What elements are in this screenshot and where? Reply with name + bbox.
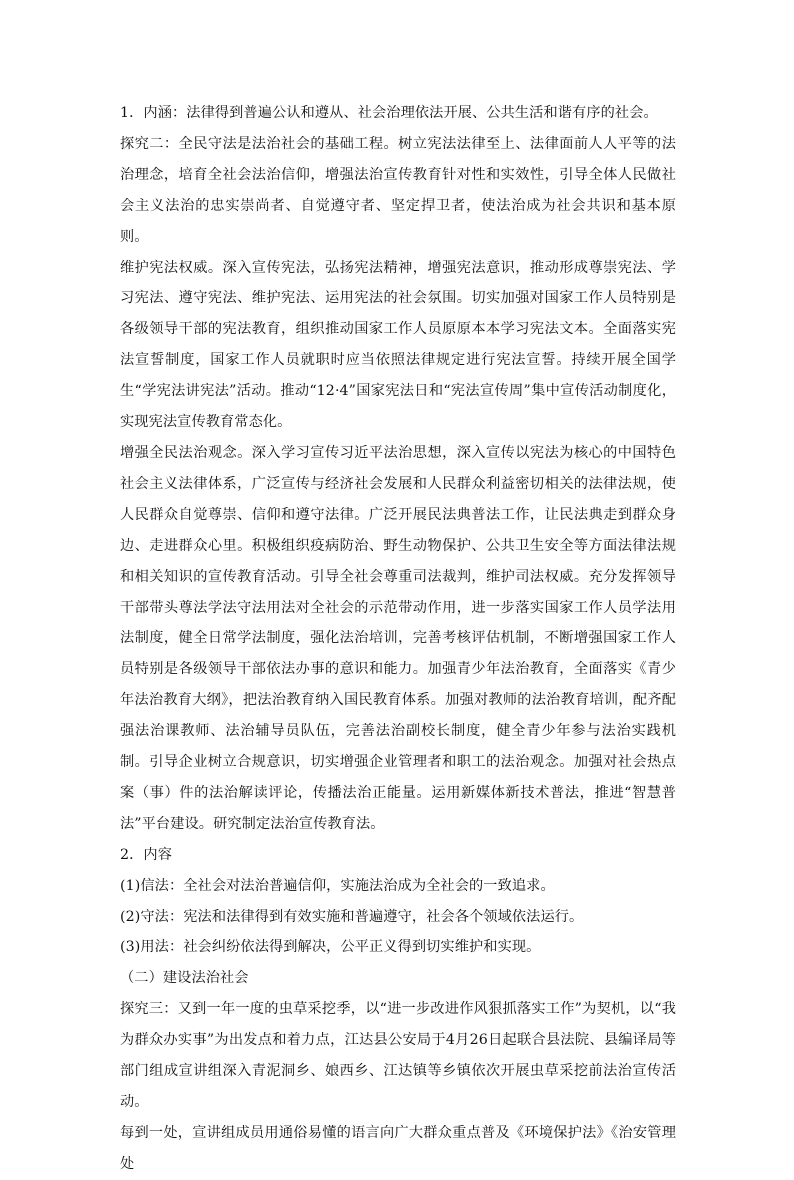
paragraph-legal-awareness: 增强全民法治观念。深入学习宣传习近平法治思想，深入宣传以宪法为核心的中国特色社会主义法律体系，广泛宣传与经济社会发展和人民群众利益密切相关的法律法规，使人民群众自觉尊崇、信仰和遵守法律。广泛开展民法典普法工作，让民法典走到群众身边、走进群众心里。积极组织疫病防治、野生动物保护、公共卫生安全等方面法律法规和相关知识的宣传教育活动。引导全社会尊重司法裁判，维护司法权威。充分发挥领导干部带头尊法学法守法用法对全社会的示范带动作用，进一步落实国家工作人员学法用法制度，健全日常学法制度，强化法治培训，完善考核评估机制，不断增强国家工作人员特别是各级领导干部依法办事的意识和能力。加强青少年法治教育，全面落实《青少年法治教育大纲》，把法治教育纳入国民教育体系。加强对教师的法治教育培训，配齐配强法治课教师、法治辅导员队伍，完善法治副校长制度，健全青少年参与法治实践机制。引导企业树立合规意识，切实增强企业管理者和职工的法治观念。加强对社会热点案（事）件的法治解读评论，传播法治正能量。运用新媒体新技术普法，推进“智慧普法”平台建设。研究制定法治宣传教育法。 bbox=[120, 444, 676, 832]
section-heading-build-society: （二）建设法治社会 bbox=[120, 970, 249, 987]
list-item-use-law: (3)用法：社会纠纷依法得到解决，公平正义得到切实维护和实现。 bbox=[120, 939, 541, 956]
list-item-believe-law: (1)信法：全社会对法治普遍信仰，实施法治成为全社会的一致追求。 bbox=[120, 877, 555, 894]
paragraph-inquiry-three: 探究三：又到一年一度的虫草采挖季，以“进一步改进作风狠抓落实工作”为契机，以“我为群众办实事”为出发点和着力点，江达县公安局于4月26日起联合县法院、县编译局等部门组成宣讲组深入青泥洞乡、娘西乡、江达镇等乡镇依次开展虫草采挖前法治宣传活动。 bbox=[120, 1001, 676, 1110]
paragraph-connotation: 1．内涵：法律得到普遍公认和遵从、社会治理依法开展、公共生活和谐有序的社会。 bbox=[120, 105, 658, 121]
list-item-abide-law: (2)守法：宪法和法律得到有效实施和普遍遵守，社会各个领域依法运行。 bbox=[120, 908, 584, 925]
heading-content: 2．内容 bbox=[120, 846, 172, 863]
paragraph-constitution-authority: 维护宪法权威。深入宣传宪法，弘扬宪法精神，增强宪法意识，推动形成尊崇宪法、学习宪法、遵守宪法、维护宪法、运用宪法的社会氛围。切实加强对国家工作人员特别是各级领导干部的宪法教育，组织推动国家工作人员原原本本学习宪法文本。全面落实宪法宣誓制度，国家工作人员就职时应当依照法律规定进行宪法宣誓。持续开展全国学生“学宪法讲宪法”活动。推动“12·4”国家宪法日和“宪法宣传周”集中宣传活动制度化，实现宪法宣传教育常态化。 bbox=[120, 259, 676, 431]
paragraph-each-place: 每到一处，宣讲组成员用通俗易懂的语言向广大群众重点普及《环境保护法》《治安管理处 bbox=[120, 1124, 676, 1172]
document-body bbox=[120, 98, 676, 1180]
paragraph-inquiry-two: 探究二：全民守法是法治社会的基础工程。树立宪法法律至上、法律面前人人平等的法治理念，培育全社会法治信仰，增强法治宣传教育针对性和实效性，引导全体人民做社会主义法治的忠实崇尚者、自觉遵守者、坚定捍卫者，使法治成为社会共识和基本原则。 bbox=[120, 135, 676, 245]
